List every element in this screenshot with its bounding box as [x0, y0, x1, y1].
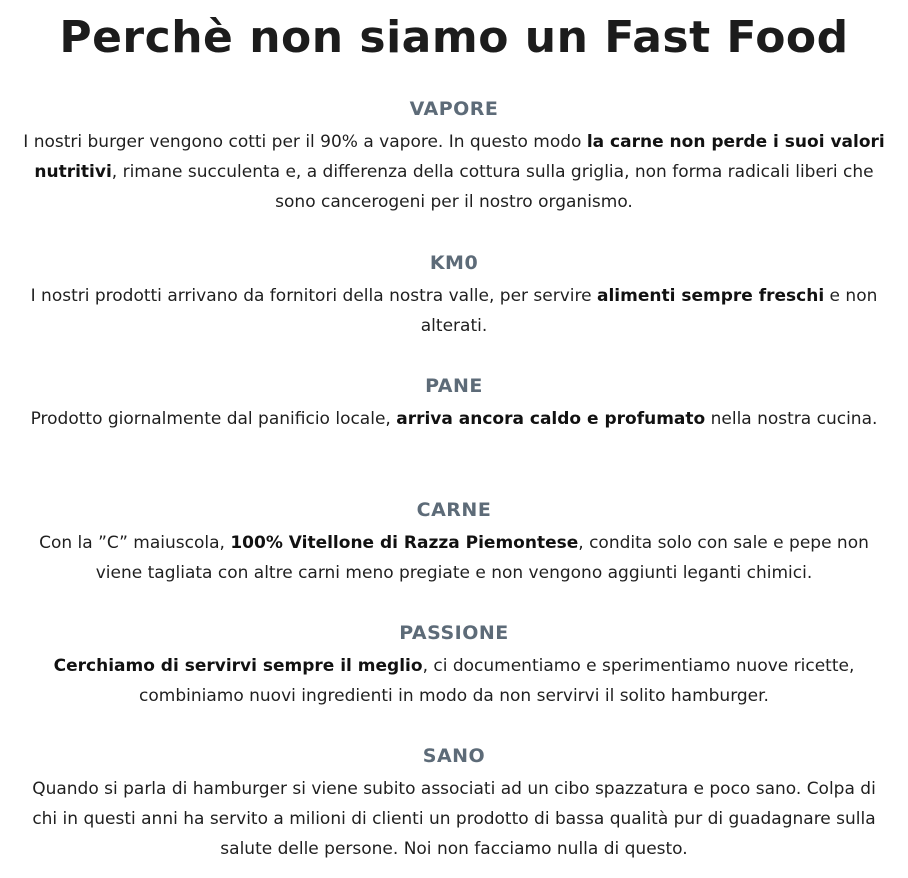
- section-text: [18, 528, 890, 588]
- text-bold: Cerchiamo di servirvi sempre il meglio: [53, 656, 423, 676]
- section-pane: [18, 375, 890, 434]
- section-title: CARNE: [416, 499, 492, 521]
- text-before: Quando si parla di hamburger si viene subito associati ad un cibo spazzatura e poco sano. Colpa di chi in questi anni ha servito a milioni di clienti un prodotto di bassa qualità pur di guadagnare sulla salute delle persone. Noi non facciamo nulla di questo.: [32, 779, 876, 859]
- text-after: , ci documentiamo e sperimentiamo nuove ricette, combiniamo nuovi ingredienti in modo da non servirvi il solito hamburger.: [139, 656, 855, 706]
- section-text: [18, 127, 890, 217]
- section-title: KM0: [429, 252, 479, 274]
- section-text: [18, 651, 890, 711]
- text-bold: alimenti sempre freschi: [597, 286, 825, 306]
- section-title: SANO: [422, 745, 486, 767]
- section-vapore: [18, 98, 890, 217]
- section-title: PASSIONE: [399, 622, 509, 644]
- section-title: PANE: [425, 375, 483, 397]
- page-title: Perchè non siamo un Fast Food: [59, 12, 849, 63]
- section-text: [18, 774, 890, 864]
- section-text: [18, 404, 890, 434]
- text-after: e non alterati.: [420, 286, 878, 336]
- text-before: Con la ”C” maiuscola,: [39, 533, 231, 553]
- text-bold: 100% Vitellone di Razza Piemontese: [230, 533, 579, 553]
- section-sano: [18, 745, 890, 864]
- section-text: [18, 281, 890, 341]
- text-before: I nostri prodotti arrivano da fornitori della nostra valle, per servire: [30, 286, 597, 306]
- section-title: VAPORE: [409, 98, 499, 120]
- text-after: , rimane succulenta e, a differenza della cottura sulla griglia, non forma radicali liberi che sono cancerogeni per il nostro organismo.: [111, 162, 874, 212]
- text-bold: la carne non perde i suoi valori nutritivi: [34, 132, 885, 182]
- section-km0: [18, 252, 890, 341]
- text-before: I nostri burger vengono cotti per il 90% a vapore. In questo modo: [23, 132, 587, 152]
- section-carne: [18, 499, 890, 588]
- text-bold: arriva ancora caldo e profumato: [396, 409, 706, 429]
- text-before: Prodotto giornalmente dal panificio locale,: [30, 409, 397, 429]
- text-after: nella nostra cucina.: [705, 409, 878, 429]
- section-passione: [18, 622, 890, 711]
- text-after: , condita solo con sale e pepe non viene tagliata con altre carni meno pregiate e non vengono aggiunti leganti chimici.: [95, 533, 869, 583]
